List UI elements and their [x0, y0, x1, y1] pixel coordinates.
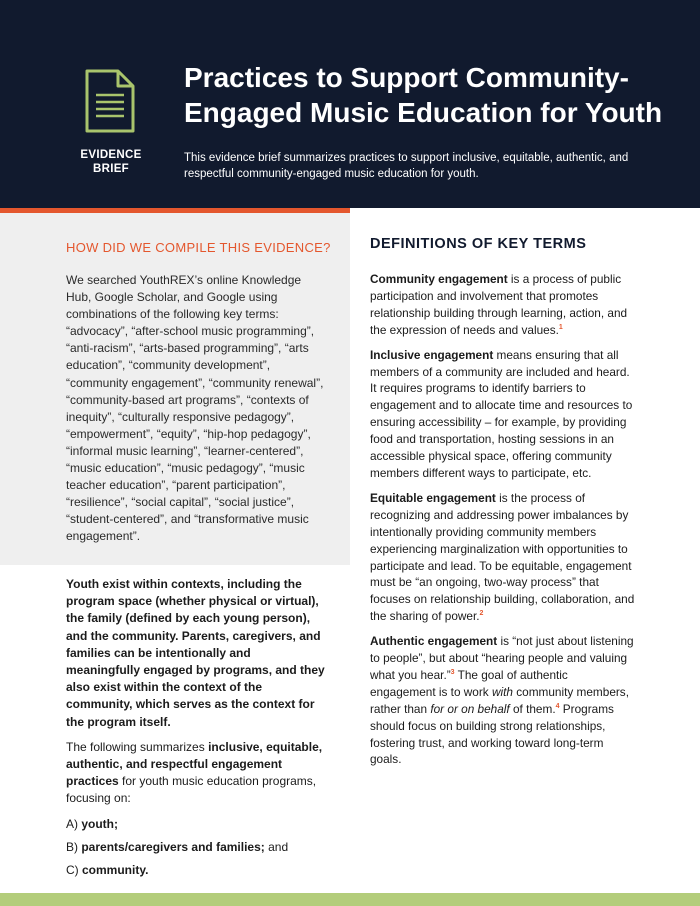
focus-item-label: youth; — [81, 816, 118, 831]
footnote-ref: 1 — [558, 323, 563, 331]
methods-body: We searched YouthREX’s online Knowledge Hub, Google Scholar, and Google using combinations of the following key terms: “advocacy”, “after-school music programming”, “anti-racism”, “arts-based programming”, “arts education”, “community development”, “community engagement”, “community renewal”, “community-based art programs”, “contexts of inequity”, “culturally responsive pedagogy”, “empowerment”, “equity”, “hip-hop pedagogy”, “informal music learning”, “learner-centered”, “music education”, “music pedagogy”, “music teacher education”, “parent participation”, “resilience”, “social capital”, “social justice”, “student-centered”, and “transformative music engagement”. — [66, 273, 324, 544]
focus-item-prefix: A) — [66, 816, 82, 831]
definition-text-after: of them. — [509, 701, 556, 716]
focus-item-rest: and — [264, 839, 289, 854]
definition-emphasis: with — [491, 684, 513, 699]
methods-heading: HOW DID WE COMPILE THIS EVIDENCE? — [66, 240, 331, 255]
definition-inclusive-engagement — [370, 347, 636, 482]
definition-text: means ensuring that all members of a community are included and heard. It requires programs to identify barriers to engagement and to allocate time and resources to ensuring accessibility – for example, by providing food and transportation, hosting sessions in an accessible physical space, offering community members different ways to participate, etc. — [370, 347, 633, 480]
footnote-ref: 2 — [479, 610, 484, 618]
focus-item-prefix: B) — [66, 839, 82, 854]
definition-emphasis: for or on behalf — [430, 701, 510, 716]
definitions-section — [370, 236, 636, 776]
badge-line-1: EVIDENCE — [80, 149, 142, 161]
definition-community-engagement — [370, 271, 636, 339]
focus-item-families — [66, 839, 328, 856]
definition-authentic-engagement — [370, 633, 636, 768]
focus-item-youth — [66, 816, 328, 833]
definition-text: is the process of recognizing and addressing power imbalances by intentionally providing community members experiencing marginalization with opportunities to participate and lead. To be equitable, engagement must be “an ongoing, two-way process” that focuses on relationship building, collaboration, and the sharing of power. — [370, 490, 635, 624]
focus-item-label: community. — [82, 863, 149, 878]
summary-text-start: The following summarizes — [66, 739, 209, 754]
focus-item-prefix: C) — [66, 863, 82, 878]
badge-line-2: BRIEF — [93, 163, 129, 175]
summary-emphasis: inclusive, equitable, authentic, and respectful engagement practices — [66, 739, 323, 789]
page-title: Practices to Support Community-Engaged Music Education for Youth — [184, 62, 663, 128]
definition-text-tail: Programs should focus on building strong relationships, fostering trust, and working toward long-term goals. — [370, 701, 614, 767]
definition-term: Authentic engagement — [370, 634, 498, 649]
definition-text-cont: The goal of authentic engagement is to work — [370, 667, 568, 699]
document-icon — [84, 68, 136, 134]
footer-bar — [0, 893, 700, 906]
context-section — [66, 576, 328, 885]
page-subtitle: This evidence brief summarizes practices to support inclusive, equitable, authentic, and respectful community-engaged music education for youth. — [184, 152, 629, 180]
definition-text: is “not just about listening to people”, but about “hearing people and valuing what you hear.” — [370, 634, 634, 682]
focus-item-community — [66, 862, 328, 879]
definition-term: Equitable engagement — [370, 490, 496, 505]
definition-term: Inclusive engagement — [370, 347, 494, 362]
summary-text-end: for youth music education programs, focusing on: — [66, 774, 317, 806]
footnote-ref: 3 — [450, 669, 455, 677]
focus-item-label: parents/caregivers and families; — [81, 839, 265, 854]
context-summary — [66, 739, 328, 808]
footnote-ref: 4 — [555, 702, 560, 710]
definition-text: is a process of public participation and involvement that promotes relationship building through learning, action, and the expression of needs and values. — [370, 272, 628, 337]
context-intro: Youth exist within contexts, including the program space (whether physical or virtual), the family (defined by each young person), and the community. Parents, caregivers, and families can be intentionally and meaningfully engaged by programs, and they also exist within the context of the community, which serves as the context for the program itself. — [66, 577, 325, 729]
definitions-heading: DEFINITIONS OF KEY TERMS — [370, 236, 587, 252]
definition-text-mid: community members, rather than — [370, 684, 629, 716]
definition-term: Community engagement — [370, 272, 508, 286]
evidence-brief-badge — [70, 148, 152, 176]
definition-equitable-engagement — [370, 490, 636, 625]
